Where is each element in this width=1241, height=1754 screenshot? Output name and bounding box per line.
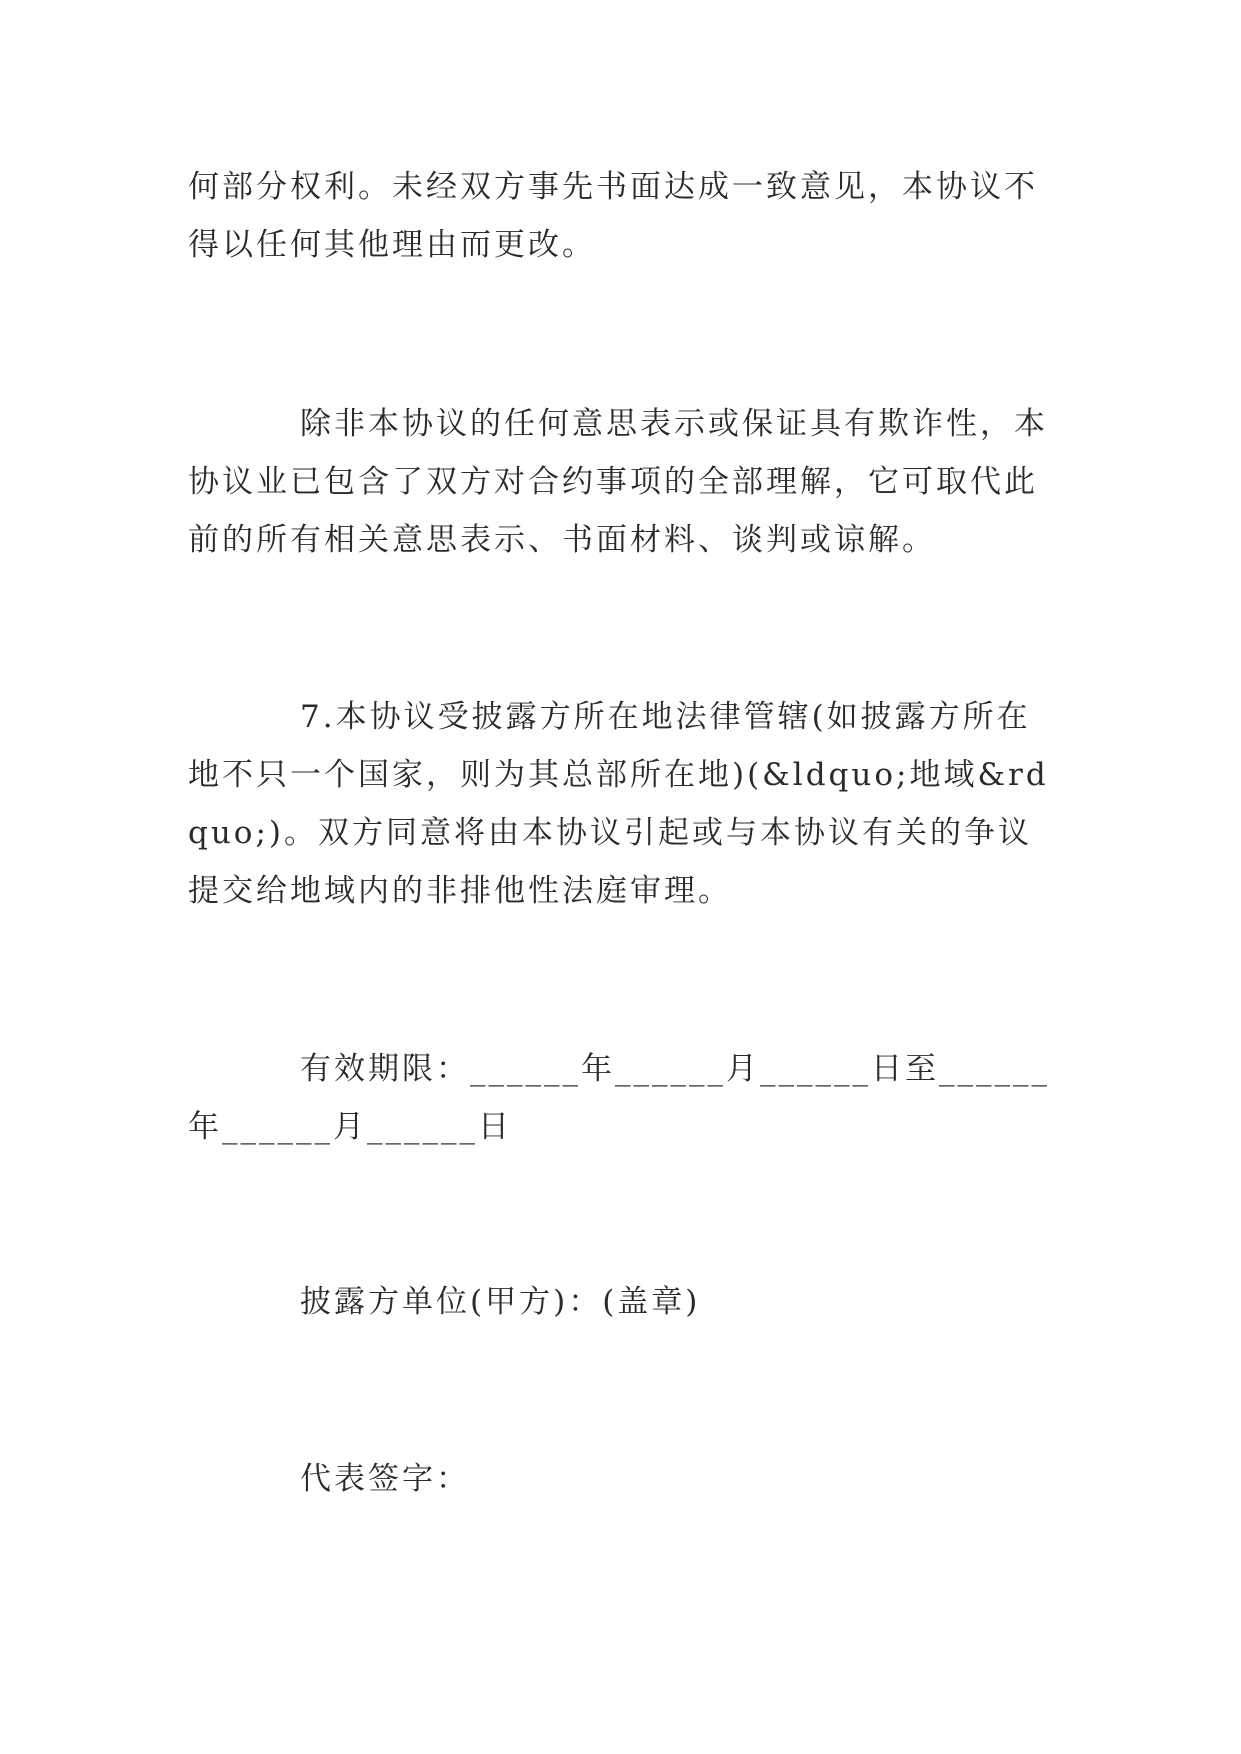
validity-period-line: 有效期限：______年______月______日至______年______月______日 <box>188 1051 1050 1145</box>
paragraph-entire-agreement: 除非本协议的任何意思表示或保证具有欺诈性，本协议业已包含了双方对合约事项的全部理解，它可取代此前的所有相关意思表示、书面材料、谈判或谅解。 <box>188 406 1048 558</box>
representative-signature-line: 代表签字： <box>300 1461 470 1497</box>
paragraph-amendment-clause: 何部分权利。未经双方事先书面达成一致意见，本协议不得以任何其他理由而更改。 <box>188 169 1038 263</box>
paragraph-governing-law: 7.本协议受披露方所在地法律管辖(如披露方所在地不只一个国家，则为其总部所在地)(&ldquo;地域&rdquo;)。双方同意将由本协议引起或与本协议有关的争议提交给地域内的非排他性法庭审理。 <box>188 699 1049 909</box>
discloser-unit-line: 披露方单位(甲方)：(盖章) <box>300 1284 701 1320</box>
